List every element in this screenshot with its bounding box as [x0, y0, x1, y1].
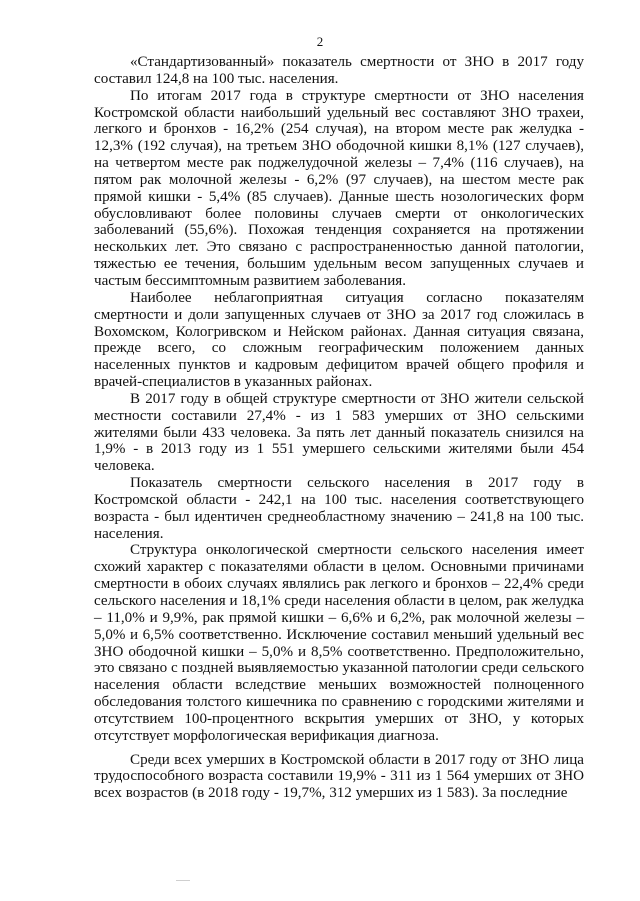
paragraph-standardized-mortality: «Стандартизованный» показатель смертности от ЗНО в 2017 году составил 124,8 на 100 тыс. населения. [94, 54, 584, 87]
scan-mark [176, 880, 190, 885]
paragraph-mortality-structure: По итогам 2017 года в структуре смертности от ЗНО населения Костромской области наибольший удельный вес составляют ЗНО трахеи, легкого и бронхов - 16,2% (254 случая), на втором месте рак желудка - 12,3% (192 случая), на третьем ЗНО ободочной кишки 8,1% (127 случаев), на четвертом месте рак поджелудочной железы – 7,4% (116 случаев), на пятом рак молочной железы - 6,2% (97 случаев), на шестом месте рак прямой кишки - 5,4% (85 случаев). Данные шесть нозологических форм обусловливают более половины случаев смерти от онкологических заболеваний (55,6%). Похожая тенденция сохраняется на протяжении нескольких лет. Это связано с распространенностью данной патологии, тяжестью ее течения, большим удельным весом запущенных случаев и частым бессимптомным развитием заболевания. [94, 87, 584, 289]
paragraph-working-age: Среди всех умерших в Костромской области в 2017 году от ЗНО лица трудоспособного возраста составили 19,9% - 311 из 1 564 умерших от ЗНО всех возрастов (в 2018 году - 19,7%, 312 умерших из 1 583). За последние [94, 751, 584, 802]
paragraph-rural-share: В 2017 году в общей структуре смертности от ЗНО жители сельской местности составили 27,4% - из 1 583 умерших от ЗНО сельскими жителями были 433 человека. За пять лет данный показатель снизился на 1,9% - в 2013 году из 1 551 умершего сельскими жителями были 454 человека. [94, 390, 584, 475]
page-number: 2 [316, 34, 324, 49]
paragraph-unfavorable-districts: Наиболее неблагоприятная ситуация согласно показателям смертности и доли запущенных случаев от ЗНО за 2017 год сложилась в Вохомском, Кологривском и Нейском районах. Данная ситуация связана, прежде всего, со сложным географическим положением данных населенных пунктов и кадровым дефицитом врачей общего профиля и врачей-специалистов в указанных районах. [94, 289, 584, 391]
document-body [94, 54, 584, 802]
paragraph-rural-structure: Структура онкологической смертности сельского населения имеет схожий характер с показателями области в целом. Основными причинами смертности в обоих случаях являлись рак легкого и бронхов – 22,4% среди сельского населения и 18,1% среди населения области в целом, рак желудка – 11,0% и 9,9%, рак прямой кишки – 6,6% и 6,2%, рак молочной железы – 5,0% и 6,5% соответственно. Исключение составил меньший удельный вес ЗНО ободочной кишки – 5,0% и 8,5% соответственно. Предположительно, это связано с поздней выявляемостью указанной патологии среди сельского населения области вследствие меньших возможностей полноценного обследования толстого кишечника по сравнению с городскими жителями и отсутствием 100-процентного вскрытия умерших от ЗНО, у которых отсутствует морфологическая верификация диагноза. [94, 542, 584, 744]
paragraph-rural-mortality-rate: Показатель смертности сельского населения в 2017 году в Костромской области - 242,1 на 100 тыс. населения соответствующего возраста - был идентичен среднеобластному значению – 241,8 на 100 тыс. населения. [94, 475, 584, 542]
